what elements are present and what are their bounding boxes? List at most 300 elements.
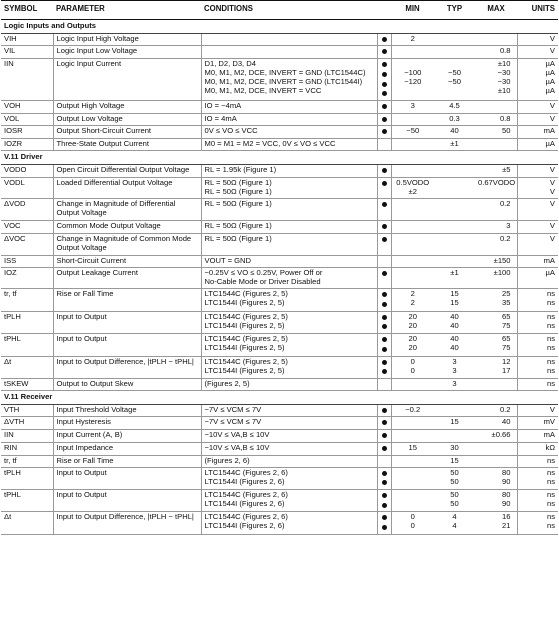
typ-text: 15 xyxy=(450,455,459,465)
table-row xyxy=(1,378,558,390)
units-cell xyxy=(517,356,558,378)
full-temp-range-bullet xyxy=(381,444,388,454)
conditions-cell xyxy=(201,512,377,534)
bullet-icon xyxy=(382,117,387,122)
min-text: 20 xyxy=(408,320,417,330)
typ-cell xyxy=(434,289,475,311)
min-text xyxy=(395,235,432,244)
min-cell xyxy=(391,430,434,443)
table-row xyxy=(1,430,558,443)
table-row xyxy=(1,221,558,234)
parameter-cell xyxy=(53,221,201,234)
typ-text: ±1 xyxy=(450,267,459,277)
table-row xyxy=(1,311,558,333)
conditions-cell xyxy=(201,33,377,46)
min-text: 0.5VODO xyxy=(396,177,430,187)
symbol-text: RIN xyxy=(4,442,18,452)
full-temp-range-bullet xyxy=(381,257,388,266)
conditions-text: D1, D2, D3, D4 xyxy=(204,59,256,69)
max-text: 65 xyxy=(502,334,511,344)
min-cell xyxy=(391,356,434,378)
conditions-cell xyxy=(201,233,377,255)
min-text xyxy=(395,478,432,487)
min-text: 0 xyxy=(410,521,415,531)
table-row xyxy=(1,442,558,455)
units-text: V xyxy=(549,221,555,231)
full-temp-range-bullet xyxy=(381,358,388,368)
typ-cell xyxy=(434,139,475,151)
typ-text: −50 xyxy=(448,77,461,87)
min-text: 0 xyxy=(410,365,415,375)
table-row xyxy=(1,139,558,151)
symbol-cell xyxy=(1,59,53,101)
conditions-cell xyxy=(201,311,377,333)
max-text: 0.8 xyxy=(499,113,511,123)
bullet-icon xyxy=(382,72,387,77)
table-row xyxy=(1,101,558,114)
min-text: 0 xyxy=(410,356,415,366)
max-text: ±5 xyxy=(502,164,511,174)
max-text xyxy=(478,102,511,111)
bullet-icon xyxy=(382,315,387,320)
typ-cell xyxy=(434,378,475,390)
full-temp-range-bullet xyxy=(381,115,388,125)
conditions-text: IO = 4mA xyxy=(204,113,237,123)
max-cell xyxy=(475,378,517,390)
typ-text: 50 xyxy=(450,499,459,508)
max-text: 90 xyxy=(502,499,511,508)
units-cell xyxy=(517,311,558,333)
typ-cell xyxy=(434,404,475,417)
typ-cell xyxy=(434,512,475,534)
bullet-icon xyxy=(382,433,387,438)
temperature-range-cell xyxy=(377,113,391,126)
parameter-text: Common Mode Output Voltage xyxy=(56,221,161,231)
parameter-cell xyxy=(53,356,201,378)
conditions-text: M0, M1, M2, DCE, INVERT = GND (LTC1544C) xyxy=(204,68,366,78)
typ-cell xyxy=(434,430,475,443)
symbol-text: VOH xyxy=(4,101,21,111)
typ-text xyxy=(437,87,472,96)
typ-text: 40 xyxy=(450,343,459,353)
conditions-cell xyxy=(201,139,377,151)
conditions-cell xyxy=(201,455,377,467)
units-text: ns xyxy=(546,298,555,308)
typ-cell xyxy=(434,221,475,234)
temperature-range-cell xyxy=(377,512,391,534)
max-text: ±100 xyxy=(493,267,511,277)
max-cell xyxy=(475,113,517,126)
parameter-text: Input to Output xyxy=(56,334,107,344)
temperature-range-cell xyxy=(377,490,391,512)
units-text: V xyxy=(549,199,555,209)
max-text: 40 xyxy=(502,417,511,427)
conditions-cell xyxy=(201,467,377,489)
full-temp-range-bullet xyxy=(381,457,388,466)
typ-text: 50 xyxy=(450,476,459,486)
header-units: UNITS xyxy=(517,1,558,20)
max-text: 25 xyxy=(502,289,511,299)
symbol-cell xyxy=(1,101,53,114)
full-temp-range-bullet xyxy=(381,278,388,287)
min-cell xyxy=(391,126,434,139)
conditions-cell xyxy=(201,221,377,234)
symbol-text: tPHL xyxy=(4,490,21,499)
parameter-text: Input to Output Difference, |tPLH − tPHL| xyxy=(56,356,194,366)
max-cell xyxy=(475,442,517,455)
conditions-text: LTC1544I (Figures 2, 6) xyxy=(204,499,285,508)
typ-text xyxy=(437,209,472,218)
typ-text: 30 xyxy=(450,442,459,452)
typ-cell xyxy=(434,455,475,467)
temperature-range-cell xyxy=(377,430,391,443)
typ-text: 15 xyxy=(450,298,459,308)
units-text: mA xyxy=(543,430,555,440)
min-text xyxy=(395,491,432,500)
units-cell xyxy=(517,289,558,311)
full-temp-range-bullet xyxy=(381,380,388,389)
typ-text xyxy=(437,200,472,209)
min-cell xyxy=(391,177,434,199)
min-text xyxy=(395,380,432,389)
min-text: 2 xyxy=(410,289,415,299)
units-text: ns xyxy=(546,334,555,344)
conditions-text: RL = 50Ω (Figure 1) xyxy=(204,221,272,231)
conditions-cell xyxy=(201,442,377,455)
symbol-text: VODL xyxy=(4,177,25,187)
full-temp-range-bullet xyxy=(381,513,388,523)
typ-text xyxy=(437,179,472,188)
conditions-text: (Figures 2, 5) xyxy=(204,378,250,388)
units-cell xyxy=(517,442,558,455)
max-cell xyxy=(475,356,517,378)
parameter-cell xyxy=(53,199,201,221)
min-text xyxy=(395,257,432,266)
min-cell xyxy=(391,139,434,151)
min-text xyxy=(395,278,432,287)
bullet-icon xyxy=(382,302,387,307)
temperature-range-cell xyxy=(377,199,391,221)
units-cell xyxy=(517,378,558,390)
typ-text: 4.5 xyxy=(449,101,460,111)
units-cell xyxy=(517,267,558,289)
min-text: 2 xyxy=(410,298,415,308)
units-text: V xyxy=(549,177,555,187)
conditions-text: RL = 50Ω (Figure 1) xyxy=(204,199,272,209)
units-text xyxy=(521,278,556,287)
full-temp-range-bullet xyxy=(381,418,388,428)
max-text: ±0.66 xyxy=(491,430,511,440)
bullet-icon xyxy=(382,337,387,342)
min-text xyxy=(395,166,432,175)
typ-text: 3 xyxy=(452,365,457,375)
units-cell xyxy=(517,233,558,255)
max-text: 0.67VODO xyxy=(478,177,516,187)
units-text: V xyxy=(549,186,555,196)
parameter-text: Change in Magnitude of Differential xyxy=(56,199,176,209)
symbol-cell xyxy=(1,33,53,46)
max-cell xyxy=(475,267,517,289)
max-text: 21 xyxy=(502,521,511,531)
typ-cell xyxy=(434,101,475,114)
conditions-cell xyxy=(201,430,377,443)
typ-text: 40 xyxy=(450,334,459,344)
parameter-cell xyxy=(53,311,201,333)
conditions-text: LTC1544C (Figures 2, 6) xyxy=(204,467,288,477)
min-text: ±2 xyxy=(408,186,417,196)
conditions-cell xyxy=(201,59,377,101)
units-text: V xyxy=(549,404,555,414)
min-text xyxy=(395,500,432,509)
parameter-cell xyxy=(53,467,201,489)
full-temp-range-bullet xyxy=(381,70,388,80)
typ-cell xyxy=(434,356,475,378)
typ-cell xyxy=(434,59,475,101)
units-cell xyxy=(517,512,558,534)
full-temp-range-bullet xyxy=(381,469,388,479)
typ-text: 40 xyxy=(450,126,459,136)
bullet-icon xyxy=(382,271,387,276)
max-text: 16 xyxy=(502,512,511,522)
units-text: ns xyxy=(546,311,555,321)
bullet-icon xyxy=(382,369,387,374)
conditions-text xyxy=(205,209,374,218)
max-text: 12 xyxy=(502,356,511,366)
min-cell xyxy=(391,311,434,333)
typ-cell xyxy=(434,199,475,221)
typ-text xyxy=(437,278,472,287)
typ-cell xyxy=(434,255,475,267)
min-cell xyxy=(391,221,434,234)
max-text: 65 xyxy=(502,311,511,321)
min-cell xyxy=(391,113,434,126)
max-text: 0.2 xyxy=(499,233,511,243)
units-cell xyxy=(517,177,558,199)
parameter-text: Output High Voltage xyxy=(56,101,125,111)
min-text: −50 xyxy=(406,126,420,136)
min-text: 2 xyxy=(410,33,415,43)
units-text: V xyxy=(549,46,555,56)
parameter-cell xyxy=(53,289,201,311)
temperature-range-cell xyxy=(377,233,391,255)
parameter-text: Rise or Fall Time xyxy=(56,455,114,465)
bullet-icon xyxy=(382,324,387,329)
parameter-cell xyxy=(53,233,201,255)
max-text: 75 xyxy=(502,320,511,330)
bullet-icon xyxy=(382,181,387,186)
header-symbol: SYMBOL xyxy=(1,1,53,20)
units-text: ns xyxy=(546,476,555,486)
units-cell xyxy=(517,199,558,221)
conditions-text: −7V ≤ VCM ≤ 7V xyxy=(204,404,262,414)
units-text: ns xyxy=(546,356,555,366)
units-text: µA xyxy=(545,77,555,87)
full-temp-range-bullet xyxy=(381,313,388,323)
symbol-text: Δt xyxy=(4,512,12,522)
bullet-icon xyxy=(382,503,387,508)
symbol-cell xyxy=(1,255,53,267)
temperature-range-cell xyxy=(377,442,391,455)
typ-cell xyxy=(434,334,475,356)
conditions-text: LTC1544C (Figures 2, 6) xyxy=(204,512,288,522)
bullet-icon xyxy=(382,480,387,485)
max-text: 80 xyxy=(502,490,511,499)
table-row xyxy=(1,404,558,417)
units-text: V xyxy=(549,33,555,43)
bullet-icon xyxy=(382,408,387,413)
units-text: µA xyxy=(545,86,555,96)
units-text: mV xyxy=(543,417,555,427)
units-cell xyxy=(517,59,558,101)
conditions-text xyxy=(205,35,374,44)
symbol-text: VOC xyxy=(4,221,21,231)
full-temp-range-bullet xyxy=(381,35,388,45)
symbol-cell xyxy=(1,267,53,289)
min-text xyxy=(395,418,432,427)
units-text: µA xyxy=(545,267,555,277)
min-cell xyxy=(391,233,434,255)
conditions-cell xyxy=(201,289,377,311)
typ-text xyxy=(437,235,472,244)
units-cell xyxy=(517,417,558,430)
conditions-cell xyxy=(201,417,377,430)
max-text: 17 xyxy=(502,365,511,375)
conditions-text: LTC1544I (Figures 2, 5) xyxy=(204,365,285,375)
units-cell xyxy=(517,490,558,512)
symbol-cell xyxy=(1,334,53,356)
temperature-range-cell xyxy=(377,311,391,333)
table-row xyxy=(1,490,558,512)
max-text: ±150 xyxy=(493,255,511,265)
bullet-icon xyxy=(382,493,387,498)
symbol-text: VIH xyxy=(4,33,17,43)
bullet-icon xyxy=(382,347,387,352)
temperature-range-cell xyxy=(377,334,391,356)
full-temp-range-bullet xyxy=(381,127,388,137)
min-cell xyxy=(391,490,434,512)
parameter-cell xyxy=(53,46,201,59)
table-row xyxy=(1,455,558,467)
min-text: −0.2 xyxy=(405,404,421,414)
units-cell xyxy=(517,139,558,151)
max-text: 0.8 xyxy=(499,46,511,56)
conditions-text: LTC1544I (Figures 2, 5) xyxy=(204,343,285,353)
min-text: 15 xyxy=(408,442,417,452)
max-cell xyxy=(475,164,517,177)
units-text: ns xyxy=(546,490,555,499)
max-text: −30 xyxy=(497,77,511,87)
conditions-text: M0, M1, M2, DCE, INVERT = GND (LTC1544I) xyxy=(204,77,363,87)
min-cell xyxy=(391,455,434,467)
table-row xyxy=(1,356,558,378)
section-header xyxy=(1,151,558,165)
bullet-icon xyxy=(382,515,387,520)
table-row xyxy=(1,417,558,430)
symbol-text: IIN xyxy=(4,430,14,440)
temperature-range-cell xyxy=(377,221,391,234)
bullet-icon xyxy=(382,237,387,242)
units-text: ns xyxy=(546,521,555,531)
temperature-range-cell xyxy=(377,356,391,378)
typ-text: −50 xyxy=(448,68,461,78)
parameter-text: Loaded Differential Output Voltage xyxy=(56,177,173,187)
full-temp-range-bullet xyxy=(381,523,388,533)
section-title: V.11 Receiver xyxy=(1,390,558,404)
units-text: ns xyxy=(546,343,555,353)
conditions-text: LTC1544I (Figures 2, 5) xyxy=(204,320,285,330)
full-temp-range-bullet xyxy=(381,322,388,332)
conditions-text: LTC1544C (Figures 2, 6) xyxy=(204,490,288,499)
conditions-text: (Figures 2, 6) xyxy=(204,455,250,465)
min-text xyxy=(395,469,432,478)
full-temp-range-bullet xyxy=(381,200,388,210)
full-temp-range-bullet xyxy=(381,102,388,112)
symbol-text: tPLH xyxy=(4,311,21,321)
full-temp-range-bullet xyxy=(381,166,388,176)
conditions-cell xyxy=(201,177,377,199)
units-cell xyxy=(517,334,558,356)
typ-text: 0.3 xyxy=(449,113,460,123)
max-text xyxy=(478,209,511,218)
conditions-text: RL = 50Ω (Figure 1) xyxy=(204,233,272,243)
table-row xyxy=(1,59,558,101)
bullet-icon xyxy=(382,49,387,54)
typ-cell xyxy=(434,46,475,59)
min-cell xyxy=(391,164,434,177)
bullet-icon xyxy=(382,129,387,134)
symbol-text: tSKEW xyxy=(4,378,29,388)
symbol-text: ΔVOC xyxy=(4,233,26,243)
conditions-text: LTC1544I (Figures 2, 6) xyxy=(204,521,285,531)
min-text xyxy=(395,244,432,253)
temperature-range-cell xyxy=(377,46,391,59)
parameter-text: Logic Input Current xyxy=(56,59,122,69)
parameter-text: Input Hysteresis xyxy=(56,417,111,427)
conditions-cell xyxy=(201,113,377,126)
symbol-cell xyxy=(1,289,53,311)
units-cell xyxy=(517,255,558,267)
typ-cell xyxy=(434,164,475,177)
min-text xyxy=(395,269,432,278)
bullet-icon xyxy=(382,82,387,87)
min-cell xyxy=(391,512,434,534)
conditions-cell xyxy=(201,490,377,512)
conditions-cell xyxy=(201,101,377,114)
symbol-cell xyxy=(1,430,53,443)
max-text: 50 xyxy=(502,126,511,136)
table-row xyxy=(1,126,558,139)
units-text: ns xyxy=(546,467,555,477)
full-temp-range-bullet xyxy=(381,80,388,90)
units-cell xyxy=(517,33,558,46)
full-temp-range-bullet xyxy=(381,431,388,441)
header-min: MIN xyxy=(391,1,434,20)
max-text xyxy=(478,35,511,44)
full-temp-range-bullet xyxy=(381,60,388,70)
table-header xyxy=(1,1,558,20)
max-text: ±10 xyxy=(497,86,511,96)
parameter-cell xyxy=(53,59,201,101)
symbol-cell xyxy=(1,442,53,455)
parameter-text: Open Circuit Differential Output Voltage xyxy=(56,164,190,174)
temperature-range-cell xyxy=(377,177,391,199)
table-body xyxy=(1,20,558,535)
typ-text: 15 xyxy=(450,289,459,299)
units-text: ns xyxy=(546,499,555,508)
units-cell xyxy=(517,164,558,177)
parameter-cell xyxy=(53,334,201,356)
temperature-range-cell xyxy=(377,417,391,430)
